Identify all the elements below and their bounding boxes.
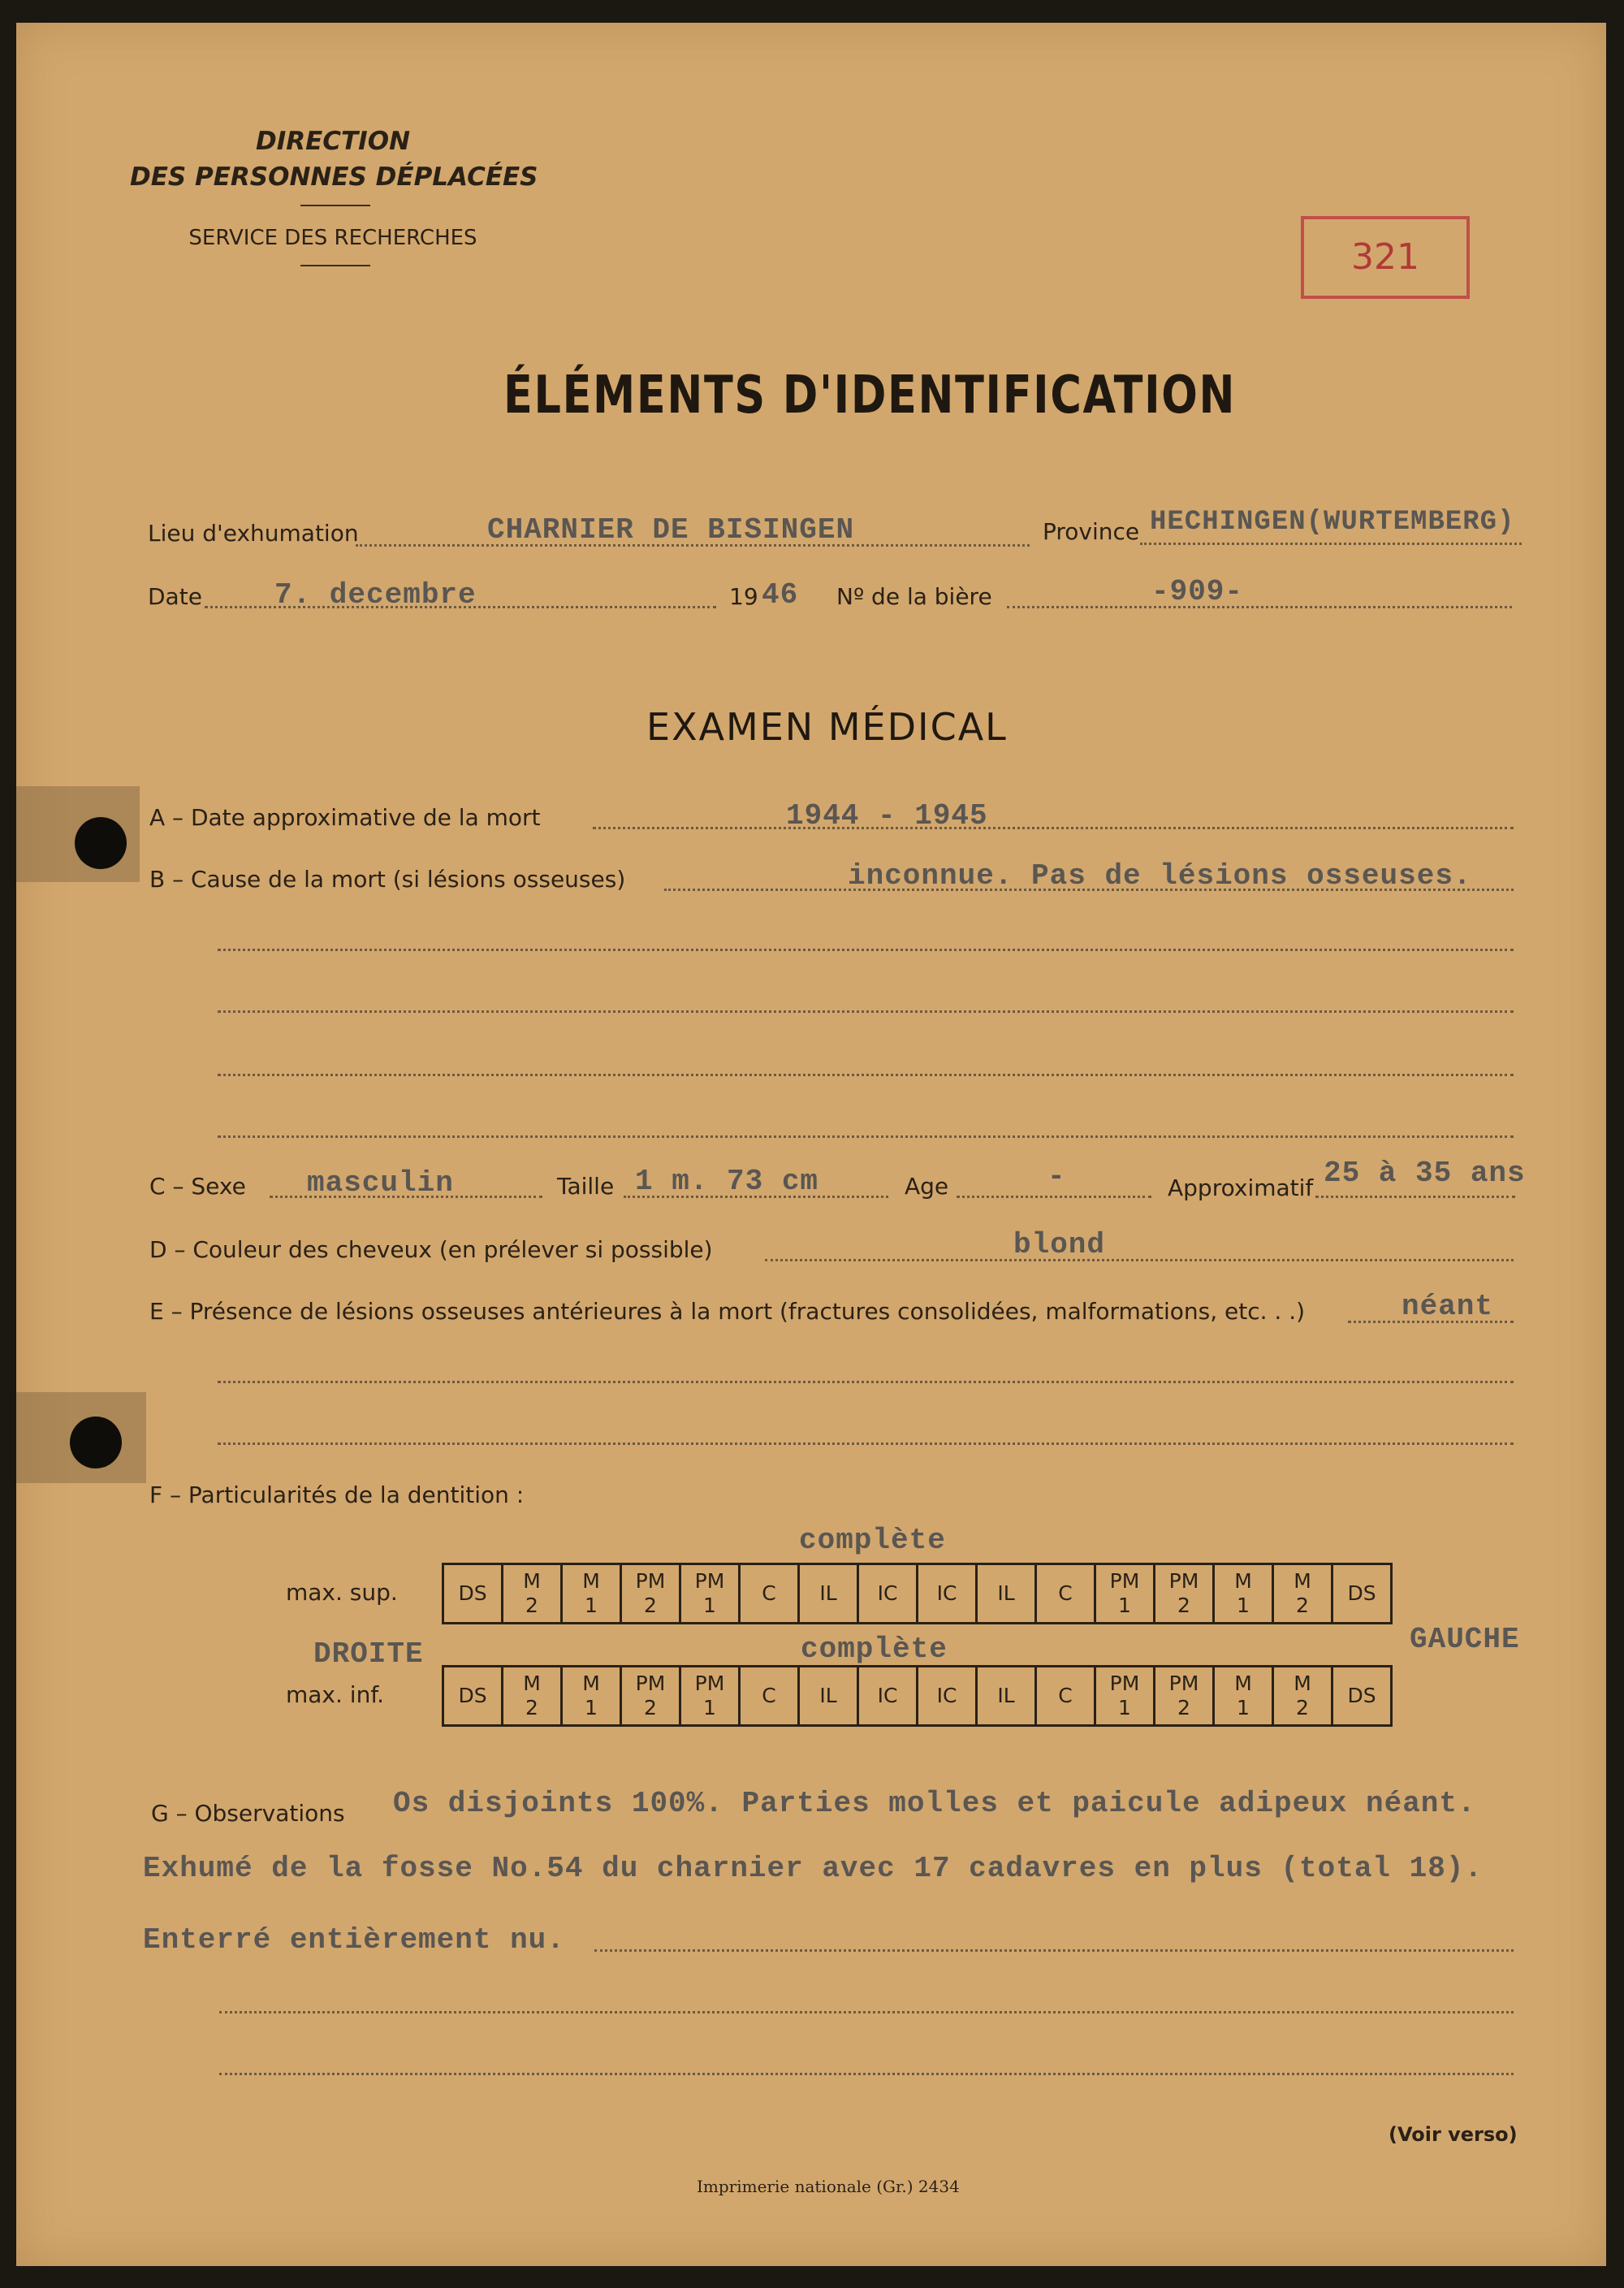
tooth-number: 1: [1118, 1696, 1131, 1719]
b-blank-line-1: [218, 949, 1514, 951]
tooth-cell: [858, 1564, 918, 1624]
tooth-cell: [443, 1564, 503, 1624]
sexe-value: masculin: [307, 1166, 454, 1200]
section-title: EXAMEN MÉDICAL: [646, 705, 1008, 749]
tooth-cell: [918, 1564, 977, 1624]
tooth-type: M: [1234, 1569, 1252, 1593]
approx-dotted-line: [1315, 1196, 1515, 1198]
tooth-type: PM: [1168, 1569, 1199, 1593]
year-suffix: 46: [762, 578, 799, 612]
e-label: E – Présence de lésions osseuses antérieures à la mort (fractures consolidées, malformations, etc. . .): [149, 1298, 1306, 1325]
sup-label: max. sup.: [286, 1579, 398, 1606]
b-blank-line-3: [218, 1074, 1514, 1076]
tooth-cell: [680, 1667, 740, 1726]
tooth-type: IL: [819, 1581, 837, 1605]
tooth-type: PM: [1109, 1672, 1140, 1695]
e-blank-line-2: [218, 1442, 1514, 1445]
tooth-type: M: [1294, 1569, 1311, 1593]
tooth-type: PM: [694, 1569, 725, 1593]
tooth-type: M: [1234, 1672, 1252, 1695]
header-rule-2: [300, 265, 370, 266]
page-title: ÉLÉMENTS D'IDENTIFICATION: [503, 365, 1237, 426]
tooth-type: C: [1058, 1684, 1073, 1707]
tooth-number: 2: [1177, 1696, 1190, 1719]
tooth-type: C: [1058, 1581, 1073, 1605]
tooth-type: DS: [1347, 1684, 1376, 1707]
date-label: Date: [148, 583, 202, 610]
tooth-cell: [562, 1564, 621, 1624]
g-line-3: Enterré entièrement nu.: [143, 1923, 565, 1957]
tooth-cell: [918, 1667, 977, 1726]
tooth-cell: [503, 1667, 562, 1726]
date-value: 7. decembre: [274, 578, 477, 612]
tooth-type: PM: [635, 1569, 666, 1593]
age-value: -: [1047, 1160, 1066, 1193]
age-dotted-line: [957, 1196, 1151, 1198]
tooth-cell: [1214, 1564, 1273, 1624]
lieu-value: CHARNIER DE BISINGEN: [487, 513, 855, 547]
tooth-type: DS: [1347, 1581, 1376, 1605]
b-blank-line-2: [218, 1010, 1514, 1013]
tooth-cell: [621, 1564, 680, 1624]
tooth-type: M: [582, 1672, 600, 1695]
tooth-type: C: [762, 1684, 776, 1707]
tooth-type: M: [1294, 1672, 1311, 1695]
tooth-cell: [740, 1564, 799, 1624]
tooth-number: 1: [1118, 1594, 1131, 1617]
d-dotted-line: [765, 1259, 1514, 1261]
b-blank-line-4: [218, 1135, 1514, 1138]
taille-value: 1 m. 73 cm: [635, 1165, 819, 1198]
tooth-number: 2: [525, 1594, 538, 1617]
tooth-cell: [977, 1564, 1036, 1624]
tooth-number: 2: [1177, 1594, 1190, 1617]
stamp-number: 321: [1301, 216, 1470, 299]
g-blank-line-1: [219, 2011, 1514, 2013]
tooth-number: 1: [703, 1594, 716, 1617]
biere-value: -909-: [1151, 575, 1244, 608]
d-label: D – Couleur des cheveux (en prélever si possible): [149, 1236, 713, 1263]
tooth-cell: [1273, 1564, 1332, 1624]
b-label: B – Cause de la mort (si lésions osseuses): [149, 866, 626, 893]
tooth-cell: [621, 1667, 680, 1726]
tooth-type: DS: [458, 1684, 487, 1707]
tooth-cell: [1332, 1564, 1392, 1624]
tooth-type: DS: [458, 1581, 487, 1605]
tooth-cell: [1155, 1667, 1214, 1726]
punch-hole-lower: [70, 1416, 122, 1468]
tooth-cell: [799, 1667, 858, 1726]
tooth-type: IC: [936, 1581, 957, 1605]
tooth-type: C: [762, 1581, 776, 1605]
g-line-1: Os disjoints 100%. Parties molles et paicule adipeux néant.: [393, 1787, 1476, 1820]
tooth-number: 2: [1296, 1696, 1309, 1719]
header-personnes-deplacees: DES PERSONNES DÉPLACÉES: [130, 162, 538, 192]
tooth-type: IL: [819, 1684, 837, 1707]
tooth-cell: [562, 1667, 621, 1726]
sexe-label: C – Sexe: [149, 1173, 246, 1200]
tooth-number: 2: [644, 1594, 657, 1617]
tooth-type: IC: [936, 1684, 957, 1707]
province-label: Province: [1043, 518, 1140, 545]
province-dotted-line: [1140, 543, 1522, 545]
tooth-type: M: [582, 1569, 600, 1593]
header-service: SERVICE DES RECHERCHES: [188, 226, 477, 250]
g-label: G – Observations: [151, 1800, 345, 1827]
droite-label: DROITE: [313, 1637, 424, 1671]
header-rule-1: [300, 205, 370, 206]
f-label: F – Particularités de la dentition :: [149, 1481, 525, 1508]
tooth-number: 2: [644, 1696, 657, 1719]
tooth-type: PM: [1109, 1569, 1140, 1593]
teeth-chart-upper: [442, 1563, 1393, 1624]
biere-dotted-line: [1007, 606, 1512, 608]
tooth-type: IC: [877, 1684, 898, 1707]
tooth-cell: [799, 1564, 858, 1624]
voir-verso: (Voir verso): [1389, 2123, 1518, 2146]
tooth-cell: [740, 1667, 799, 1726]
punch-hole-upper: [75, 817, 127, 869]
e-value: néant: [1402, 1290, 1494, 1323]
tooth-cell: [977, 1667, 1036, 1726]
tooth-cell: [680, 1564, 740, 1624]
tooth-type: IL: [997, 1581, 1015, 1605]
tooth-type: PM: [635, 1672, 666, 1695]
tooth-type: M: [523, 1569, 541, 1593]
province-value: HECHINGEN(WURTEMBERG): [1150, 507, 1515, 538]
tooth-type: M: [523, 1672, 541, 1695]
taille-label: Taille: [557, 1173, 615, 1200]
tooth-type: IL: [997, 1684, 1015, 1707]
a-value: 1944 - 1945: [786, 799, 988, 833]
gauche-label: GAUCHE: [1410, 1623, 1520, 1656]
sup-note: complète: [799, 1524, 946, 1557]
tooth-number: 1: [585, 1696, 598, 1719]
biere-label: Nº de la bière: [836, 583, 992, 610]
approx-value: 25 à 35 ans: [1324, 1157, 1526, 1190]
tooth-cell: [1095, 1564, 1155, 1624]
approx-label: Approximatif: [1168, 1174, 1314, 1201]
g-blank-line-2: [219, 2073, 1514, 2075]
tooth-cell: [1273, 1667, 1332, 1726]
e-blank-line-1: [218, 1381, 1514, 1383]
tooth-cell: [1214, 1667, 1273, 1726]
tooth-type: PM: [1168, 1672, 1199, 1695]
year-prefix: 19: [729, 583, 758, 610]
tooth-number: 1: [585, 1594, 598, 1617]
tooth-cell: [1332, 1667, 1392, 1726]
b-value: inconnue. Pas de lésions osseuses.: [848, 859, 1472, 893]
g-line-2: Exhumé de la fosse No.54 du charnier avec 17 cadavres en plus (total 18).: [143, 1852, 1484, 1885]
tooth-cell: [1036, 1564, 1095, 1624]
tooth-number: 2: [525, 1696, 538, 1719]
tooth-number: 1: [703, 1696, 716, 1719]
tooth-cell: [1036, 1667, 1095, 1726]
tooth-number: 1: [1237, 1594, 1250, 1617]
tooth-cell: [858, 1667, 918, 1726]
imprint: Imprimerie nationale (Gr.) 2434: [697, 2177, 960, 2196]
lieu-label: Lieu d'exhumation: [148, 520, 359, 547]
age-label: Age: [905, 1173, 949, 1200]
tooth-number: 2: [1296, 1594, 1309, 1617]
tooth-type: PM: [694, 1672, 725, 1695]
tooth-cell: [503, 1564, 562, 1624]
tooth-type: IC: [877, 1581, 898, 1605]
tooth-number: 1: [1237, 1696, 1250, 1719]
tooth-cell: [1095, 1667, 1155, 1726]
tooth-cell: [443, 1667, 503, 1726]
d-value: blond: [1013, 1228, 1106, 1261]
inf-note: complète: [801, 1633, 948, 1666]
g-dotted-line-3: [594, 1949, 1514, 1952]
header-direction: DIRECTION: [255, 127, 411, 156]
tooth-cell: [1155, 1564, 1214, 1624]
a-label: A – Date approximative de la mort: [149, 804, 541, 831]
a-dotted-line: [593, 827, 1514, 829]
inf-label: max. inf.: [286, 1681, 385, 1708]
teeth-chart-lower: [442, 1665, 1393, 1727]
